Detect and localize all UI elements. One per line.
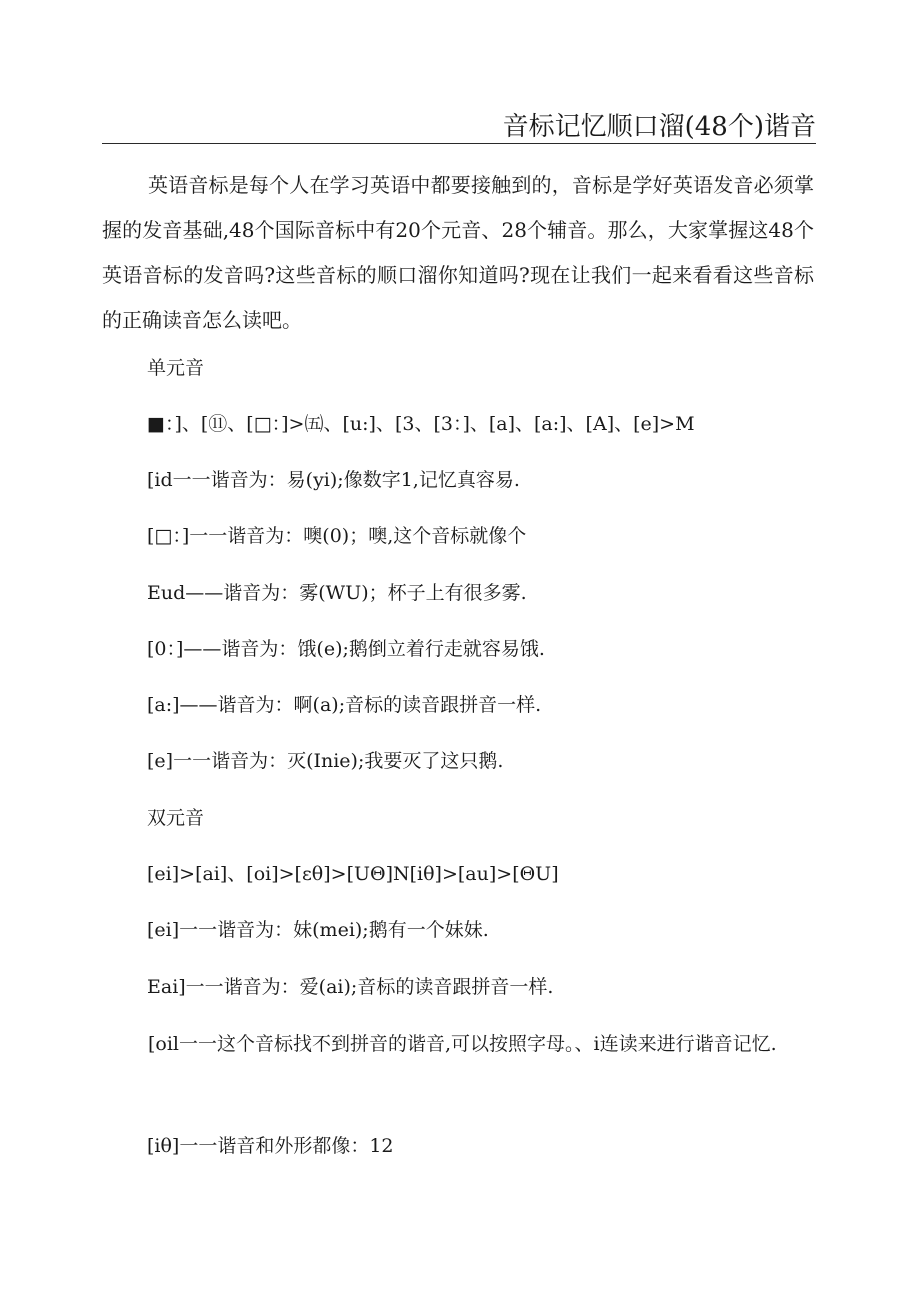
intro-paragraph: 英语音标是每个人在学习英语中都要接触到的，音标是学好英语发音必须掌握的发音基础,48个国际音标中有20个元音、28个辅音。那么，大家掌握这48个英语音标的发音吗?这些音标的顺口溜你知道吗?现在让我们一起来看看这些音标的正确读音怎么读吧。 (102, 173, 814, 332)
mnemonic-line-7: [ei]一一谐音为：妹(mei);鹅有一个妹妹. (147, 919, 489, 941)
mnemonic-line-6: [e]一一谐音为：灭(Inie);我要灭了这只鹅. (147, 750, 504, 772)
document-title: 音标记忆顺口溜(48个)谐音 (502, 112, 816, 142)
title-underline (102, 143, 816, 144)
mnemonic-line-1: [id一一谐音为：易(yi);像数字1,记忆真容易. (147, 469, 520, 491)
mnemonic-line-5: [a:]——谐音为：啊(a);音标的读音跟拼音一样. (147, 694, 542, 716)
mnemonic-line-2: [□：]一一谐音为：噢(0)；噢,这个音标就像个 (147, 525, 527, 547)
mnemonic-line-3: Eud——谐音为：雾(WU)；杯子上有很多雾. (147, 582, 527, 604)
mnemonic-line-10: [iθ]一一谐音和外形都像：12 (147, 1135, 394, 1157)
diphthong-heading: 双元音 (147, 807, 205, 829)
mnemonic-line-9: [oil一一这个音标找不到拼音的谐音,可以按照字母。、i连读来进行谐音记忆. (148, 1033, 777, 1055)
monophthong-heading: 单元音 (147, 357, 205, 379)
mnemonic-line-8: Eai]一一谐音为：爱(ai);音标的读音跟拼音一样. (147, 976, 554, 998)
monophthong-list: ■：]、[⑪、[□：]>㈤、[u:]、[3、[3：]、[a]、[a:]、[A]、[e]>M (147, 413, 695, 435)
mnemonic-line-4: [0：]——谐音为：饿(e);鹅倒立着行走就容易饿. (147, 638, 545, 660)
diphthong-list: [ei]>[ai]、[oi]>[εθ]>[UΘ]N[iθ]>[au]>[ΘU] (147, 863, 559, 885)
